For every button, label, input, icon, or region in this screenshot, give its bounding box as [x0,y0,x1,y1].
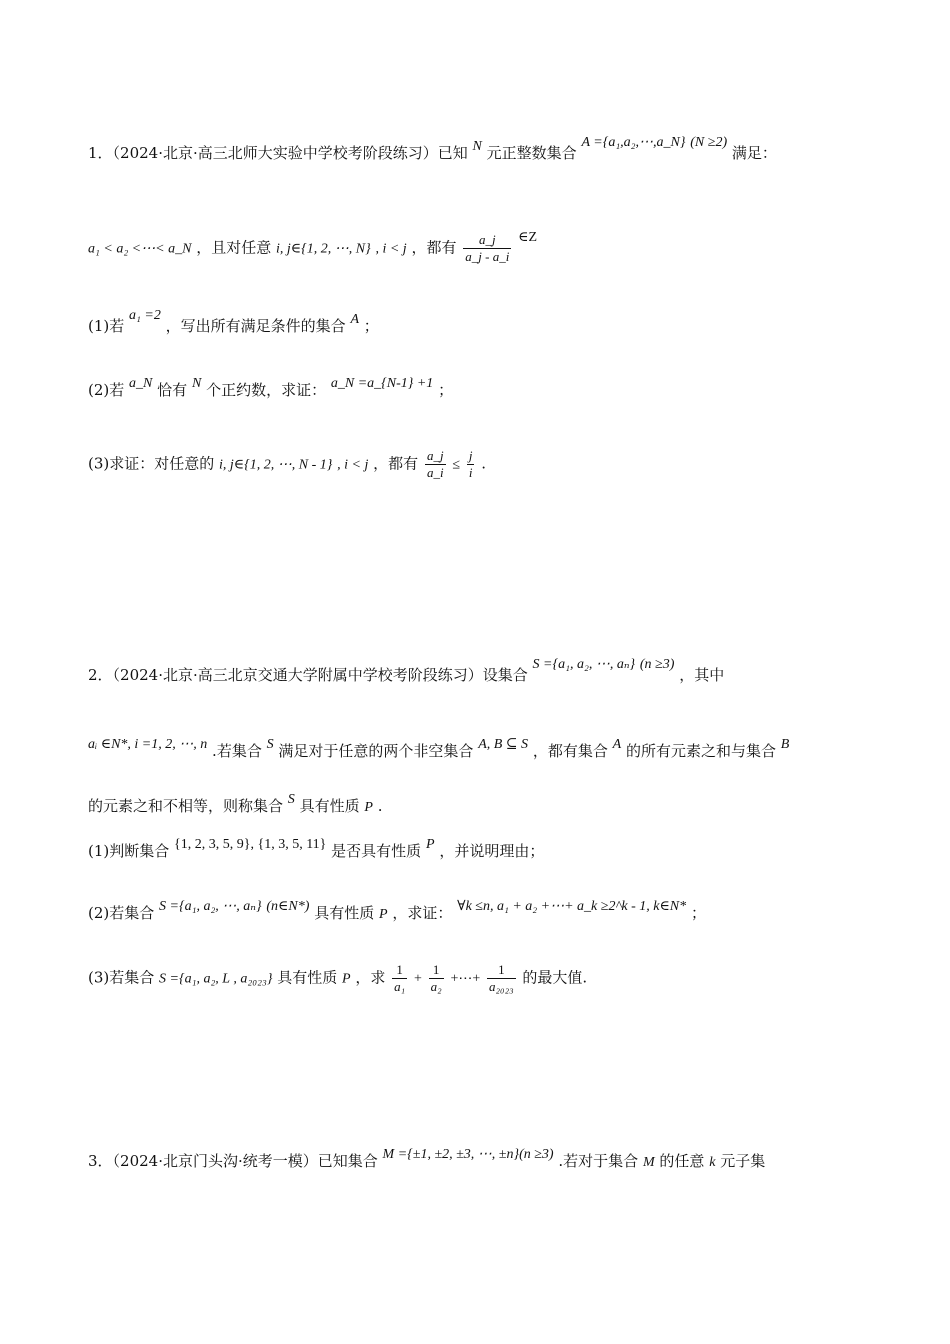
q2-l3-P: P [364,800,373,815]
q2-p3-frac3-den: a₂₀₂₃ [489,979,514,994]
q1-fraction [463,232,511,265]
q2-l2-b: .若集合 [212,742,262,760]
q2-p3-frac1 [392,962,407,995]
q1-p3-frac2-num: j [468,448,473,463]
q2-p3-d: 的最大值. [522,968,588,987]
q1-p3-frac1 [425,448,446,481]
q2-part3 [88,962,587,995]
q2-p3-frac3 [487,962,516,995]
q1-p2-c: 个正约数，求证： [206,381,327,399]
q1-p3-end: . [481,454,487,473]
q2-l3-S: S [287,792,295,807]
q2-p1-a: (1)判断集合 [88,842,170,860]
q2-l2-S: S [266,737,274,752]
q3-intro: 3．（2024·北京门头沟·统考一模）已知集合 [88,1152,378,1170]
q1-p3-ij: i, j∈{1, 2, ⋯, N - 1} [219,457,333,473]
q1-p1-a: (1)若 [88,317,125,335]
q2-p3-frac3-num: 1 [487,962,516,979]
q2-p3-b: 具有性质 [277,968,338,987]
q2-p2-b: 具有性质 [314,904,375,922]
q1-intro: 1．（2024·北京·高三北师大实验中学校考阶段练习）已知 [88,144,468,162]
q2-l3-b: 具有性质 [299,797,360,815]
q1-all: ，都有 [411,238,457,257]
q1-p2-aN: a_N [129,376,153,391]
q2-part2 [88,899,706,926]
q1-p1-c: ； [363,317,379,335]
q2-p3-P: P [342,971,351,987]
q1-in-z: ∈Z [518,229,538,245]
q1-p2-eq: a_N =a_{N-1} +1 [330,376,434,391]
q1-p3-le: ≤ [452,457,461,473]
q1-p1-b: ，写出所有满足条件的集合 [165,317,346,335]
q1-frac-num: a_j [463,232,511,249]
q3-intro-c: 的任意 [659,1152,705,1170]
q2-line2 [88,737,790,764]
q2-p3-frac2-num: 1 [429,962,444,979]
q2-part1 [88,837,545,864]
q1-part1 [88,308,379,339]
q1-intro-c: 满足： [731,144,777,162]
q3-line1 [88,1147,766,1174]
q1-ilj: , i < j [375,241,407,257]
q1-chain: a₁ < a₂ <⋯< a_N [88,241,192,257]
q2-l2-e: 的所有元素之和与集合 [625,742,776,760]
q1-part3 [88,448,486,481]
q1-setA: A ={a₁,a₂,⋯,a_N} [581,135,686,150]
q1-p2-a: (2)若 [88,381,125,399]
q2-l2-B: B [780,737,790,752]
q2-intro: 2．（2024·北京·高三北京交通大学附属中学校考阶段练习）设集合 [88,666,528,684]
q2-ai: aᵢ ∈N*, i =1, 2, ⋯, n [88,737,208,752]
q2-p1-P: P [425,837,435,852]
q2-p2-c: ，求证： [392,904,453,922]
q2-p3-plus: + [413,971,422,987]
q2-l2-d: ，都有集合 [532,742,608,760]
q1-p3-frac2 [467,448,475,481]
q1-p3-ilj: , i < j [337,457,369,473]
q1-p1-A: A [350,312,359,327]
q3-intro-b: .若对于集合 [558,1152,639,1170]
q2-p1-sets: {1, 2, 3, 5, 9}, {1, 3, 5, 11} [174,837,327,852]
q1-p3-b: ，都有 [373,454,419,473]
q2-l2-A: A [612,737,622,752]
q2-p3-frac1-den: a₁ [394,979,406,994]
q3-M: M [642,1155,655,1170]
q2-p3-a: (3)若集合 [88,968,155,987]
q2-p3-frac1-num: 1 [392,962,407,979]
q2-l3-c: . [377,797,383,815]
q2-p3-frac2-den: a₂ [430,979,442,994]
q3-intro-d: 元子集 [720,1152,766,1170]
q1-line2 [88,229,538,265]
q2-p2-n: (n∈N*) [266,899,310,914]
q1-p3-a: (3)求证：对任意的 [88,454,215,473]
q1-frac-den: a_j - a_i [465,249,510,264]
q2-p1-c: ，并说明理由； [439,842,545,860]
q1-p3-frac1-num: a_j [426,448,444,463]
q2-line1 [88,657,725,688]
q2-p3-S: S ={a₁, a₂, L , a₂₀₂₃} [159,971,273,987]
q2-setS: S ={a₁, a₂, ⋯, aₙ} [532,657,636,672]
q3-setM: M ={±1, ±2, ±3, ⋯, ±n}(n ≥3) [382,1147,554,1162]
q2-l2-c: 满足对于任意的两个非空集合 [278,742,474,760]
q1-p3-frac2-den: i [468,465,473,480]
q1-mid: ，且对任意 [196,238,272,257]
q2-intro-b: ，其中 [679,666,725,684]
q1-ij: i, j∈{1, 2, ⋯, N} [276,241,371,257]
q1-p1-cond: a₁ =2 [129,308,161,323]
q2-p3-c: ，求 [355,968,386,987]
q2-p3-dots: +⋯+ [450,971,481,987]
q1-part2 [88,376,454,403]
q2-p2-d: ； [690,904,706,922]
q2-p2-P: P [378,907,388,922]
q1-intro-b: 元正整数集合 [486,144,577,162]
q1-N: N [472,139,482,154]
q2-p3-frac2 [429,962,444,995]
q2-p2-a: (2)若集合 [88,904,155,922]
q2-cond: (n ≥3) [639,657,675,672]
q2-p2-stmt: ∀k ≤n, a₁ + a₂ +⋯+ a_k ≥2^k - 1, k∈N* [457,899,687,914]
q2-p2-S: S ={a₁, a₂, ⋯, aₙ} [159,899,262,914]
q2-l2-AB: A, B ⊆ S [478,737,529,752]
q1-p2-N: N [191,376,202,391]
q1-p2-b: 恰有 [157,381,188,399]
q3-k: k [709,1155,716,1170]
q1-cond: (N ≥2) [690,135,728,150]
q2-l3-a: 的元素之和不相等，则称集合 [88,797,284,815]
q2-line3 [88,792,383,819]
q2-p1-b: 是否具有性质 [331,842,422,860]
q1-p2-d: ； [438,381,454,399]
q1-line1 [88,135,777,166]
q1-p3-frac1-den: a_i [426,465,444,480]
